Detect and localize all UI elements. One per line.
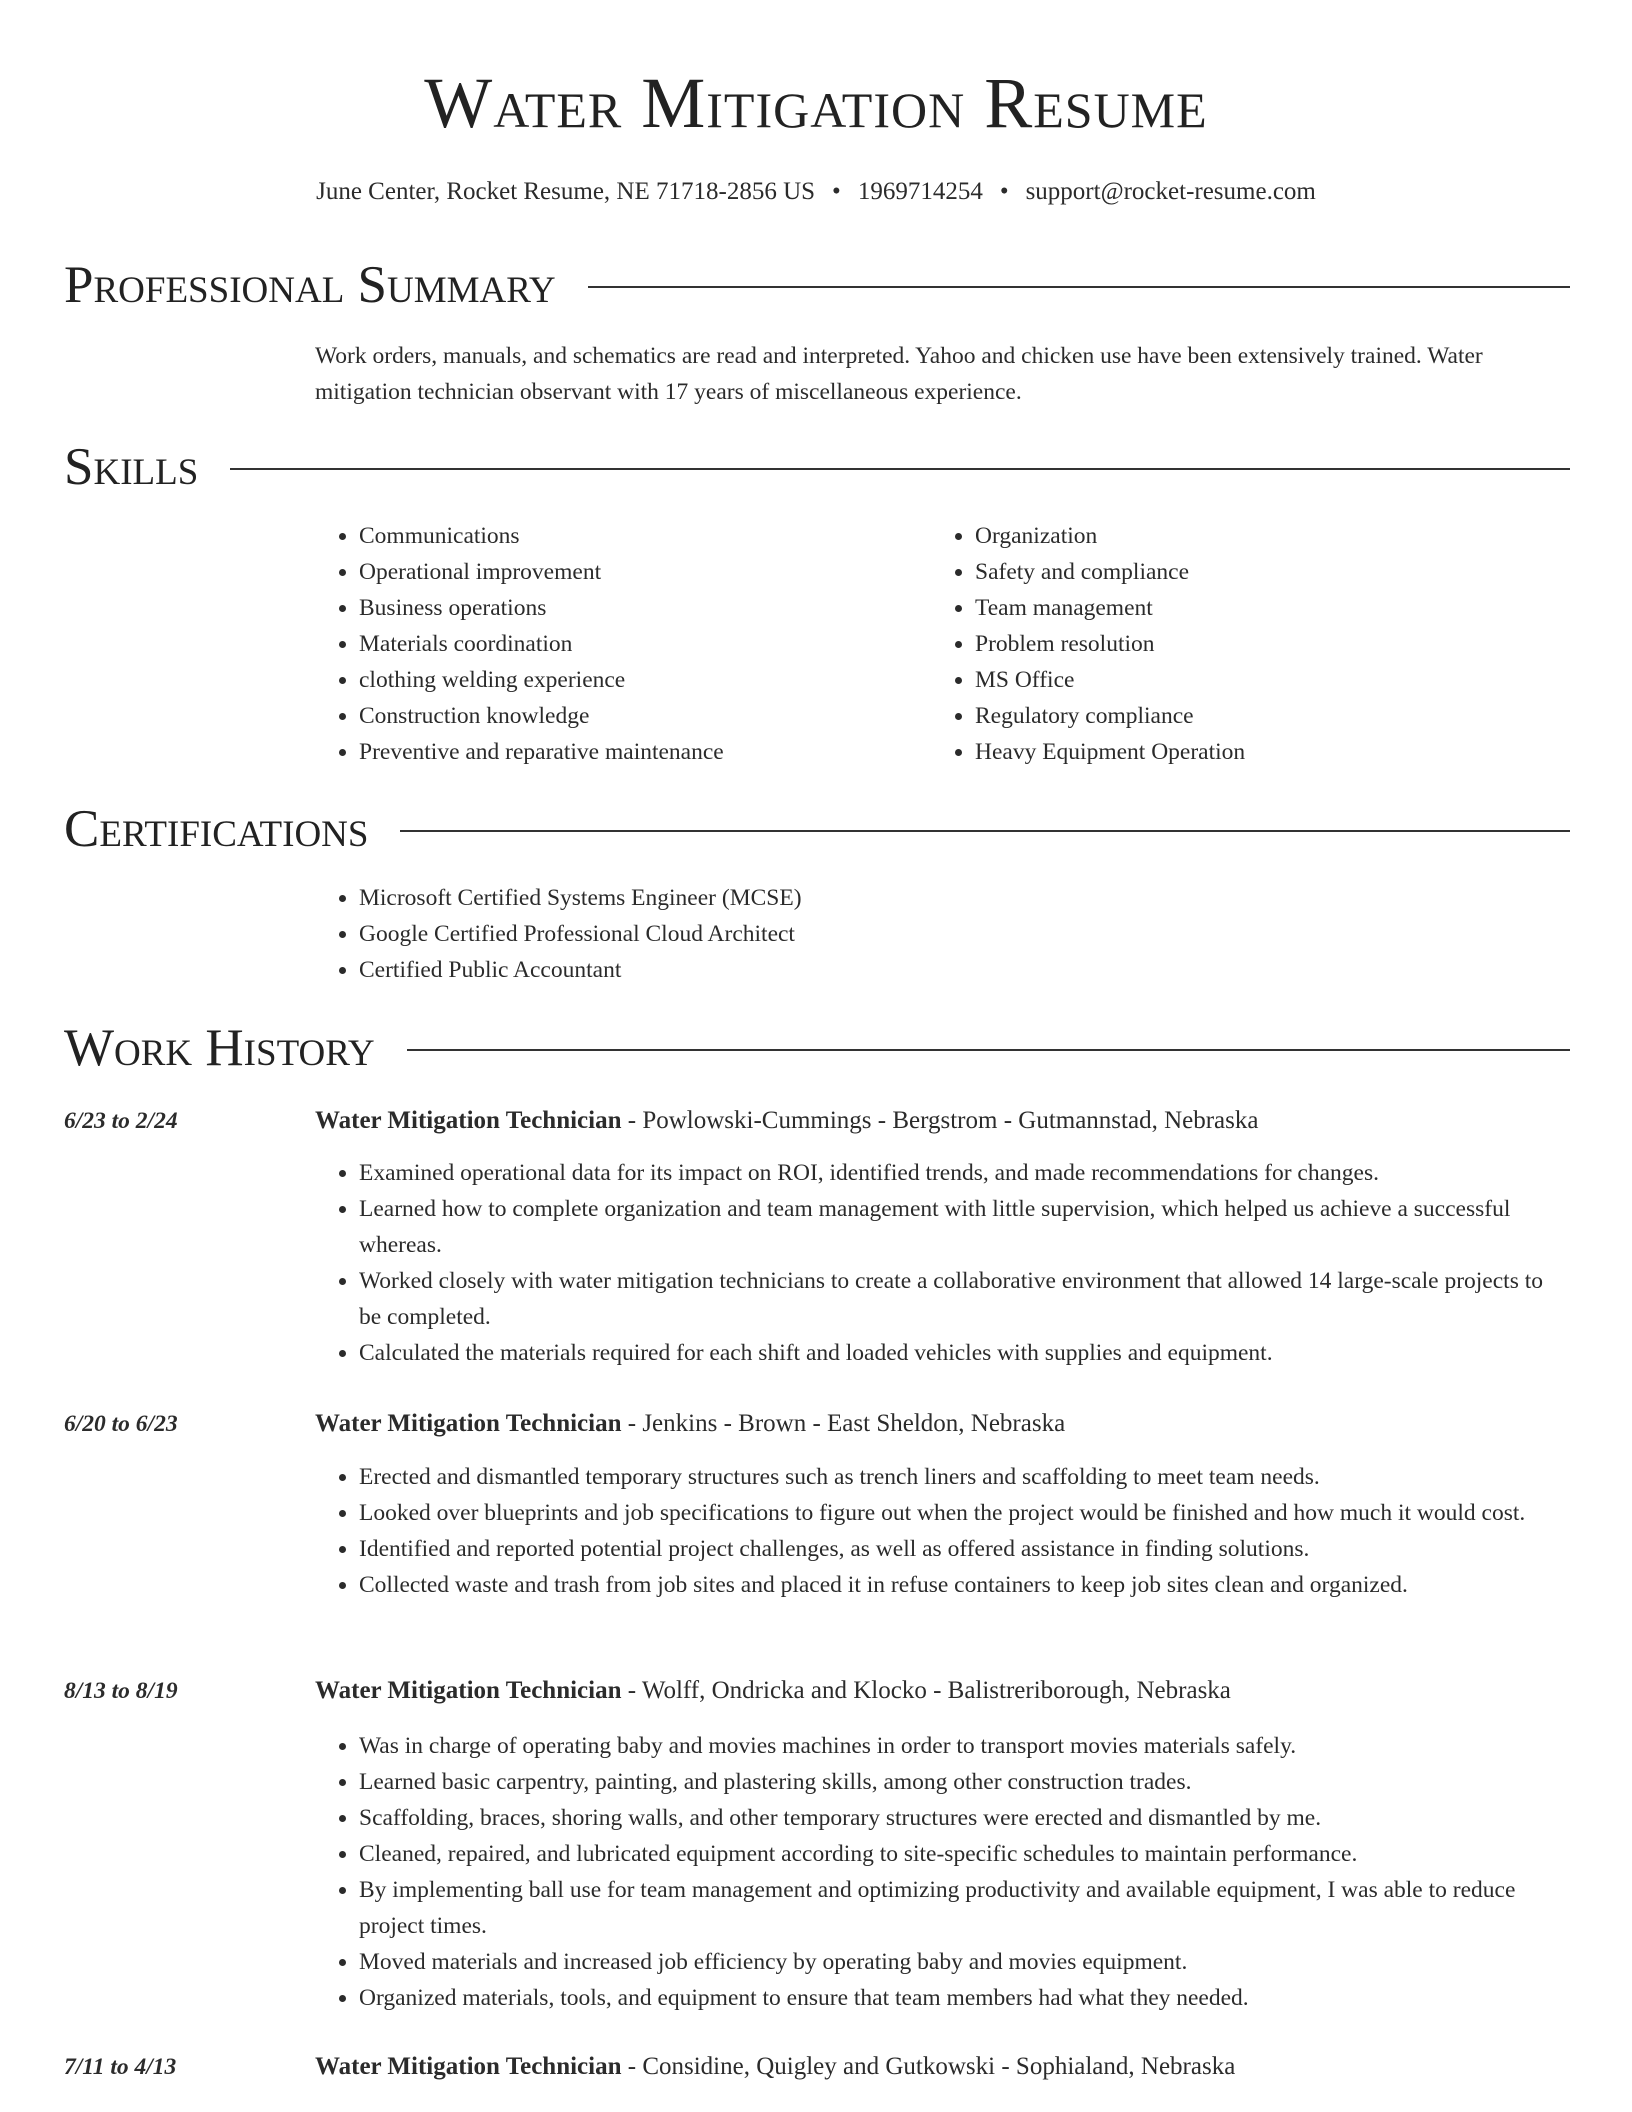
- job-duty-item: • Looked over blueprints and job specifications to figure out when the project would be finished and how much it would cost.: [359, 1495, 1565, 1531]
- job-duty-item: • Scaffolding, braces, shoring walls, and other temporary structures were erected and dismantled by me.: [359, 1800, 1565, 1836]
- job-duty-item: • Worked closely with water mitigation technicians to create a collaborative environment that allowed 14 large-scale projects to be completed.: [359, 1263, 1565, 1335]
- job-duty-item: • Learned how to complete organization and team management with little supervision, which helped us achieve a successful whereas.: [359, 1191, 1565, 1263]
- skill-item: • Problem resolution: [975, 626, 1551, 662]
- contact-line: [0, 176, 1632, 208]
- contact-address: June Center, Rocket Resume, NE 71718-2856 US: [316, 178, 816, 205]
- skills-section-header: [64, 435, 1570, 499]
- section-divider: [230, 468, 1570, 470]
- job-duty-item: • Was in charge of operating baby and movies machines in order to transport movies materials safely.: [359, 1728, 1565, 1764]
- job-duty-item: • By implementing ball use for team management and optimizing productivity and available equipment, I was able to reduce project times.: [359, 1872, 1565, 1944]
- skills-column-right: [931, 518, 1551, 770]
- job-employer: - Jenkins - Brown - East Sheldon, Nebraska: [621, 1410, 1066, 1437]
- skill-item: • Materials coordination: [359, 626, 915, 662]
- resume-title: Water Mitigation Resume: [424, 63, 1208, 143]
- job-employer: - Wolff, Ondricka and Klocko - Balistreriborough, Nebraska: [621, 1677, 1231, 1704]
- job-employer: - Powlowski-Cummings - Bergstrom - Gutmannstad, Nebraska: [621, 1107, 1259, 1134]
- certifications-list: [315, 880, 1565, 988]
- contact-separator: •: [832, 178, 841, 205]
- job-duty-item: • Moved materials and increased job efficiency by operating baby and movies equipment.: [359, 1944, 1565, 1980]
- skill-item: • Safety and compliance: [975, 554, 1551, 590]
- skill-item: • MS Office: [975, 662, 1551, 698]
- job-dates: 7/11 to 4/13: [64, 2054, 177, 2080]
- skill-item: • Preventive and reparative maintenance: [359, 734, 915, 770]
- skill-item: • Team management: [975, 590, 1551, 626]
- job-dates: 6/23 to 2/24: [64, 1108, 178, 1134]
- job-duties: [315, 1728, 1565, 2016]
- section-title-summary: Professional Summary: [64, 256, 556, 314]
- skill-item: • Regulatory compliance: [975, 698, 1551, 734]
- job-heading: [315, 1406, 1065, 1442]
- section-title-work-history: Work History: [64, 1019, 375, 1077]
- job-duty-item: • Learned basic carpentry, painting, and plastering skills, among other construction trades.: [359, 1764, 1565, 1800]
- skill-item: • Construction knowledge: [359, 698, 915, 734]
- job-duty-item: • Collected waste and trash from job sites and placed it in refuse containers to keep job sites clean and organized.: [359, 1567, 1565, 1603]
- section-divider: [588, 286, 1570, 288]
- job-duty-item: • Erected and dismantled temporary structures such as trench liners and scaffolding to meet team needs.: [359, 1459, 1565, 1495]
- job-duty-item: • Examined operational data for its impact on ROI, identified trends, and made recommendations for changes.: [359, 1155, 1565, 1191]
- job-title: Water Mitigation Technician: [315, 2053, 622, 2080]
- section-title-skills: Skills: [64, 438, 199, 496]
- section-title-certifications: Certifications: [64, 800, 369, 858]
- job-duty-item: • Identified and reported potential project challenges, as well as offered assistance in finding solutions.: [359, 1531, 1565, 1567]
- skill-item: • Heavy Equipment Operation: [975, 734, 1551, 770]
- job-heading: [315, 1673, 1231, 1709]
- skill-item: • Business operations: [359, 590, 915, 626]
- job-heading: [315, 1103, 1258, 1139]
- job-title: Water Mitigation Technician: [315, 1677, 622, 1704]
- job-dates: 6/20 to 6/23: [64, 1411, 178, 1437]
- skills-column-left: [315, 518, 915, 770]
- section-divider: [407, 1049, 1570, 1051]
- skill-item: • Communications: [359, 518, 915, 554]
- certification-item: • Microsoft Certified Systems Engineer (MCSE): [359, 880, 1565, 916]
- summary-text: Work orders, manuals, and schematics are read and interpreted. Yahoo and chicken use have been extensively trained. Water mitigation technician observant with 17 years of miscellaneous experience.: [315, 343, 1483, 405]
- certification-item: • Google Certified Professional Cloud Architect: [359, 916, 1565, 952]
- job-duties: [315, 1155, 1565, 1371]
- job-heading: [315, 2049, 1235, 2085]
- job-employer: - Considine, Quigley and Gutkowski - Sophialand, Nebraska: [621, 2053, 1236, 2080]
- job-duty-item: • Organized materials, tools, and equipment to ensure that team members had what they needed.: [359, 1980, 1565, 2016]
- contact-email: support@rocket-resume.com: [1025, 178, 1316, 205]
- summary-section-header: [64, 253, 1570, 317]
- skill-item: • clothing welding experience: [359, 662, 915, 698]
- contact-separator: •: [999, 178, 1009, 205]
- contact-phone: 1969714254: [857, 178, 983, 205]
- job-title: Water Mitigation Technician: [315, 1107, 622, 1134]
- skill-item: • Organization: [975, 518, 1551, 554]
- work-history-section-header: [64, 1016, 1570, 1080]
- job-title: Water Mitigation Technician: [315, 1410, 622, 1437]
- job-duty-item: • Cleaned, repaired, and lubricated equipment according to site-specific schedules to maintain performance.: [359, 1836, 1565, 1872]
- job-duties: [315, 1459, 1565, 1603]
- skill-item: • Operational improvement: [359, 554, 915, 590]
- job-duty-item: • Calculated the materials required for each shift and loaded vehicles with supplies and equipment.: [359, 1335, 1565, 1371]
- section-divider: [400, 830, 1570, 832]
- certification-item: • Certified Public Accountant: [359, 952, 1565, 988]
- job-dates: 8/13 to 8/19: [64, 1678, 178, 1704]
- certifications-section-header: [64, 797, 1570, 861]
